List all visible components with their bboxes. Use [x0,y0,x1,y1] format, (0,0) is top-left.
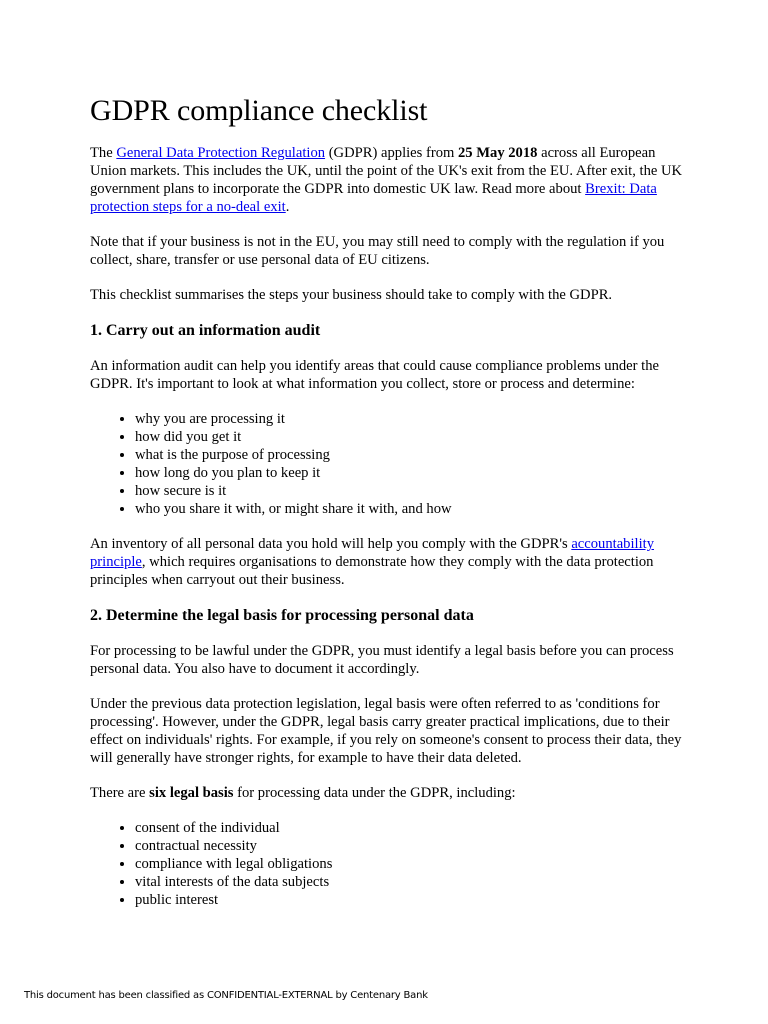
intro-paragraph: The General Data Protection Regulation (GDPR) applies from 25 May 2018 across all European Union markets. This includes the UK, until the point of the UK's exit from the EU. After exit, the UK government plans to incorporate the GDPR into domestic UK law. Read more about Brexit: Data protection steps for a no-deal exit. [90,145,683,215]
note-paragraph: Note that if your business is not in the EU, you may still need to comply with the regulation if you collect, share, transfer or use personal data of EU citizens. [90,234,665,268]
section-2-paragraph-1: For processing to be lawful under the GDPR, you must identify a legal basis before you can process personal data. You also have to document it accordingly. [90,643,674,677]
list-item: • who you share it with, or might share it with, and how [135,500,690,518]
list-item: • what is the purpose of processing [135,446,690,464]
accountability-link[interactable]: accountability principle [90,536,654,570]
list-item: • why you are processing it [135,410,690,428]
section-2-paragraph-3: There are six legal basis for processing data under the GDPR, including: [90,785,516,801]
section-2-paragraph-2: Under the previous data protection legislation, legal basis were often referred to as 'conditions for processing'. However, under the GDPR, legal basis carry greater practical implications, due to their effect on individuals' rights. For example, if you rely on someone's consent to process their data, they will generally have stronger rights, for example to have their data deleted. [90,696,682,766]
summary-paragraph: This checklist summarises the steps your business should take to comply with the GDPR. [90,287,613,303]
audit-list [90,410,690,518]
section-1-paragraph: An information audit can help you identify areas that could cause compliance problems under the GDPR. It's important to look at what information you collect, store or process and determine: [90,358,659,392]
list-item: • contractual necessity [135,837,690,855]
inventory-paragraph: An inventory of all personal data you hold will help you comply with the GDPR's accountability principle, which requires organisations to demonstrate how they comply with the data protection principles when carryout out their business. [90,536,654,588]
list-item: • vital interests of the data subjects [135,873,690,891]
list-item: • how long do you plan to keep it [135,464,690,482]
page-title: GDPR compliance checklist [90,94,428,127]
brexit-link[interactable]: Brexit: Data protection steps for a no-deal exit [90,181,657,215]
list-item: • how did you get it [135,428,690,446]
date-bold: 25 May 2018 [458,145,538,161]
legal-basis-list [90,819,690,909]
section-2-heading: 2. Determine the legal basis for processing personal data [90,607,474,624]
gdpr-link[interactable]: General Data Protection Regulation [116,145,326,161]
classification-footer: This document has been classified as CONFIDENTIAL-EXTERNAL by Centenary Bank [24,990,428,1001]
list-item: • consent of the individual [135,819,690,837]
section-1-heading: 1. Carry out an information audit [90,322,321,339]
six-legal-basis-bold: six legal basis [149,785,234,801]
list-item: • compliance with legal obligations [135,855,690,873]
list-item: • how secure is it [135,482,690,500]
list-item: • public interest [135,891,690,909]
document-page [90,94,690,926]
